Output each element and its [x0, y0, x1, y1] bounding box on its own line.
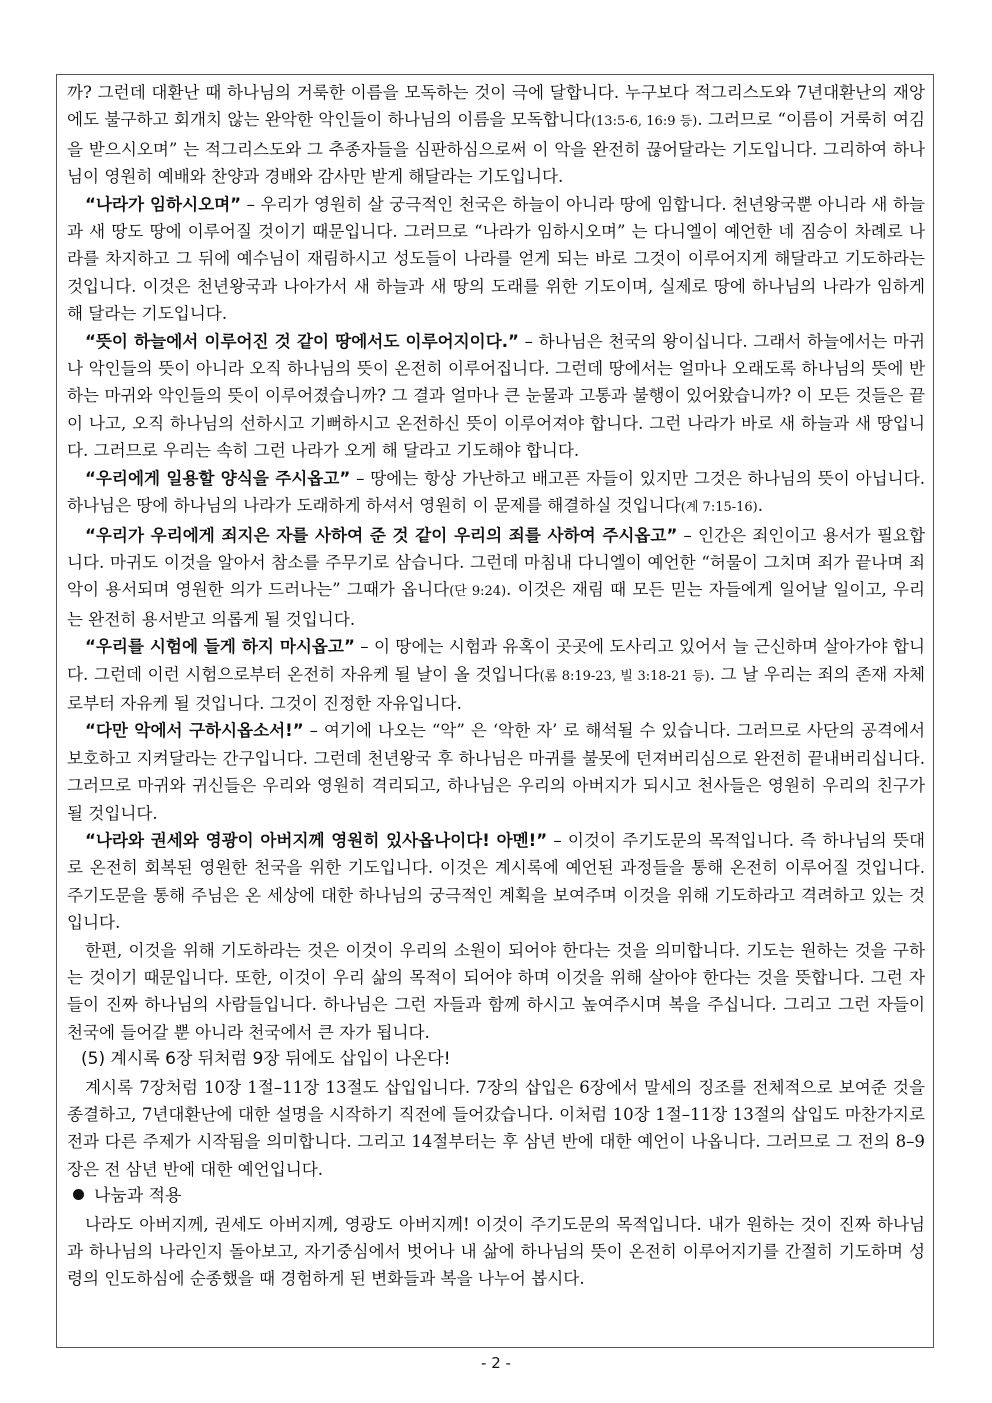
deliver-body: – 여기에 나오는 “악” 은 ‘악한 자’ 로 해석될 수 있습니다. 그러므로 사단의 공격에서 보호하고 지켜달라는 간구입니다. 그런데 천년왕국 후 하나님은 마귀를 불못에 던져버리심으로 완전히 끝내버리십니다. 그러므로 마귀와 귀신들은 우리와 영원히 격리되고, 하나님은 우리의 아버지가 되시고 천사들은 영원히 우리의 친구가 될 것입니다. [67, 721, 925, 823]
bread-reference: (계 7:15-16) [680, 500, 758, 516]
temptation-heading: “우리를 시험에 들게 하지 마시옵고” [85, 637, 355, 657]
forgive-heading: “우리가 우리에게 죄지은 자를 사하여 준 것 같이 우리의 죄를 사하여 주시옵고” [85, 525, 678, 545]
forgive-body: – 인간은 죄인이고 용서가 필요합니다. 마귀도 이것을 알아서 참소를 주무기로 삼습니다. 그런데 마침내 다니엘이 예언한 “허물이 그치며 죄가 끝나며 죄악이 용서되며 영원한 의가 드러나는” 그때가 옵니다 [67, 525, 925, 600]
glory-heading: “나라와 권세와 영광이 아버지께 영원히 있사옵나이다! 아멘!” [85, 830, 548, 850]
paragraph-deliver [67, 717, 925, 827]
paragraph-bread [67, 465, 925, 522]
page-number: - 2 - [481, 1354, 511, 1372]
temptation-tail: . 그 날 우리는 죄의 존재 자체로부터 자유케 될 것입니다. 그것이 진정한 자유입니다. [67, 664, 926, 713]
bread-body: – 땅에는 항상 가난하고 배고픈 자들이 있지만 그것은 하나님의 뜻이 아닙니다. 하나님은 땅에 하나님의 나라가 도래하게 하셔서 영원히 이 문제를 해결하실 것입니다 [67, 468, 925, 516]
deliver-heading: “다만 악에서 구하시옵소서!” [85, 721, 304, 741]
temptation-reference: (롬 8:19-23, 빌 3:18-21 등) [539, 668, 710, 684]
paragraph-forgive [67, 522, 925, 634]
will-heading: “뜻이 하늘에서 이루어진 것 같이 땅에서도 이루어지이다.” [85, 331, 519, 351]
forgive-tail: . 이것은 재림 때 모든 믿는 자들에게 일어날 일이고, 우리는 완전히 용서받고 의롭게 될 것입니다. [67, 580, 925, 629]
kingdom-heading: “나라가 임하시오며” [85, 194, 242, 214]
paragraph-purpose: 한편, 이것을 위해 기도하라는 것은 이것이 우리의 소원이 되어야 한다는 것을 의미합니다. 기도는 원하는 것을 구하는 것이기 때문입니다. 또한, 이것이 우리 삶의 목적이 되어야 하며 이것을 위해 살아야 한다는 것을 뜻합니다. 그런 자들이 진짜 하나님의 사람들입니다. 하나님은 그런 자들과 함께 하시고 높여주시며 복을 주십니다. 그리고 그런 자들이 천국에 들어갈 뿐 아니라 천국에서 큰 자가 됩니다. [67, 940, 925, 1042]
paragraph-1 [67, 79, 925, 191]
paragraph-will [67, 328, 925, 465]
bread-tail: . [757, 496, 764, 516]
paragraph-insertion: 계시록 7장처럼 10장 1절–11장 13절도 삽입입니다. 7장의 삽입은 6장에서 말세의 징조를 전체적으로 보여준 것을 종결하고, 7년대환난에 대한 설명을 시작하기 직전에 들어갔습니다. 이처럼 10장 1절–11장 13절의 삽입도 마찬가지로 전과 다른 주제가 시작됨을 의미합니다. 그리고 14절부터는 후 삼년 반에 대한 예언이 나옵니다. 그러므로 그 전의 8–9장은 전 삼년 반에 대한 예언입니다. [67, 1077, 925, 1179]
share-heading-label: 나눔과 적용 [94, 1186, 182, 1207]
bullet-icon [73, 1189, 84, 1200]
paragraph-glory [67, 827, 925, 937]
temptation-body: – 이 땅에는 시험과 유혹이 곳곳에 도사리고 있어서 늘 근신하며 살아가야 합니다. 그런데 이런 시험으로부터 온전히 자유케 될 날이 올 것입니다 [67, 637, 925, 684]
kingdom-body: – 우리가 영원히 살 궁극적인 천국은 하늘이 아니라 땅에 임합니다. 천년왕국뿐 아니라 새 하늘과 새 땅도 땅에 이루어질 것이기 때문입니다. 그러므로 “나라가 임하시오며” 는 다니엘이 예언한 네 짐승이 차례로 나라를 차지하고 그 뒤에 예수님이 재림하시고 성도들이 나라를 얻게 되는 바로 그것이 이루어지게 해달라고 기도하라는 것입니다. 이것은 천년왕국과 나아가서 새 하늘과 새 땅의 도래를 위한 기도이며, 실제로 땅에 하나님의 나라가 임하게 해 달라는 기도입니다. [67, 194, 925, 324]
forgive-reference: (단 9:24) [449, 584, 507, 600]
paragraph-kingdom [67, 191, 925, 328]
p1-reference: (13:5-6, 16:9 등) [590, 114, 698, 130]
section-heading: (5) 계시록 6장 뒤처럼 9장 뒤에도 삽입이 나온다! [81, 1049, 451, 1070]
share-heading [67, 1183, 925, 1210]
paragraph-temptation [67, 633, 925, 717]
body-text [67, 79, 925, 1293]
content-box [56, 74, 934, 1348]
will-body: – 하나님은 천국의 왕이십니다. 그래서 하늘에서는 마귀나 악인들의 뜻이 아니라 오직 하나님의 뜻이 온전히 이루어집니다. 그런데 땅에서는 얼마나 오래도록 하나님의 뜻에 반하는 마귀와 악인들의 뜻이 이루어졌습니까? 그 결과 얼마나 큰 눈물과 고통과 불행이 있어왔습니까? 이 모든 것들은 끝이 나고, 오직 하나님의 선하시고 기뻐하시고 온전하신 뜻이 이루어져야 합니다. 그런 나라가 바로 새 하늘과 새 땅입니다. 그러므로 우리는 속히 그런 나라가 오게 해 달라고 기도해야 합니다. [67, 331, 925, 461]
paragraph-application: 나라도 아버지께, 권세도 아버지께, 영광도 아버지께! 이것이 주기도문의 목적입니다. 내가 원하는 것이 진짜 하나님과 하나님의 나라인지 돌아보고, 자기중심에서 벗어나 내 삶에 하나님의 뜻이 온전히 이루어지기를 간절히 기도하며 성령의 인도하심에 순종했을 때 경험하게 된 변화들과 복을 나누어 봅시다. [67, 1214, 925, 1289]
p1-text: 까? 그런데 대환난 때 하나님의 거룩한 이름을 모독하는 것이 극에 달합니다. 누구보다 적그리스도와 7년대환난의 재앙에도 불구하고 회개치 않는 완악한 악인들이 하나님의 이름을 모독합니다 [67, 83, 925, 130]
glory-body: – 이것이 주기도문의 목적입니다. 즉 하나님의 뜻대로 온전히 회복된 영원한 천국을 위한 기도입니다. 이것은 계시록에 예언된 과정들을 통해 온전히 이루어질 것입니다. 주기도문을 통해 주님은 온 세상에 대한 하나님의 궁극적인 계획을 보여주며 이것을 위해 기도하라고 격려하고 있는 것입니다. [67, 830, 925, 933]
bread-heading: “우리에게 일용할 양식을 주시옵고” [85, 468, 351, 488]
p1-tail: . 그러므로 “이름이 거룩히 여김을 받으시오며” 는 적그리스도와 그 추종자들을 심판하심으로써 이 악을 완전히 끊어달라는 기도입니다. 그리하여 하나님이 영원히 예배와 찬양과 경배와 감사만 받게 해달라는 기도입니다. [67, 110, 925, 187]
